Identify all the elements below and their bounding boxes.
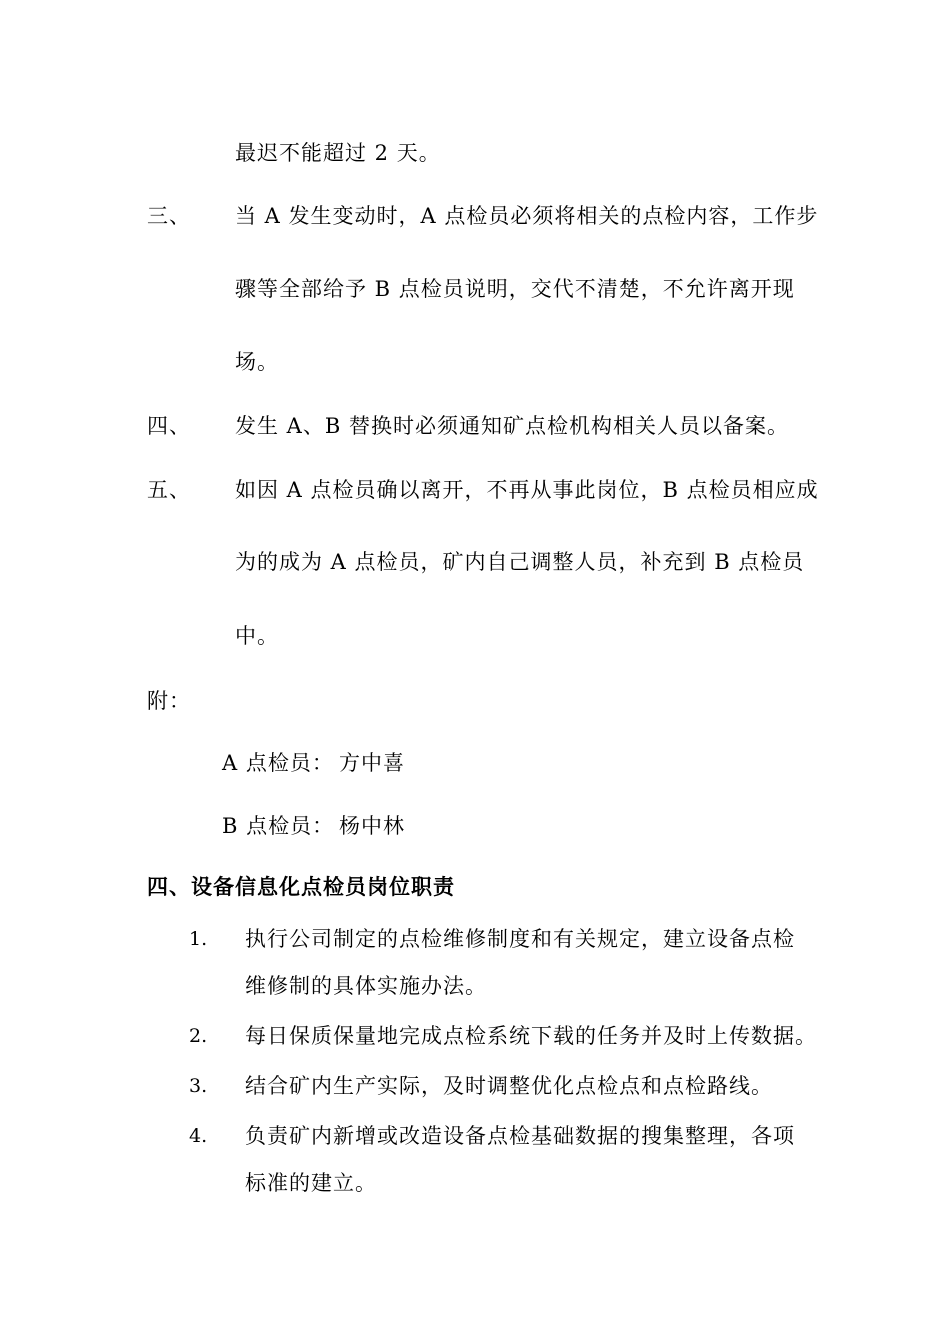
duty-3-line-1: 结合矿内生产实际，及时调整优化点检点和点检路线。 xyxy=(245,1074,773,1098)
appendix-label: 附： xyxy=(147,689,191,713)
rule-5-line-3: 中。 xyxy=(235,624,279,648)
rule-5-line-2: 为的成为 A 点检员，矿内自己调整人员，补充到 B 点检员 xyxy=(235,550,805,574)
rule-4-line-1: 发生 A、B 替换时必须通知矿点检机构相关人员以备案。 xyxy=(235,414,789,438)
duty-number-4: 4. xyxy=(189,1125,208,1147)
rule-5-line-1: 如因 A 点检员确以离开，不再从事此岗位，B 点检员相应成 xyxy=(235,478,819,502)
rule-marker-3: 三、 xyxy=(147,204,191,228)
duty-1-line-1: 执行公司制定的点检维修制度和有关规定，建立设备点检 xyxy=(245,927,795,951)
duty-1-line-2: 维修制的具体实施办法。 xyxy=(245,974,487,998)
duty-2-line-1: 每日保质保量地完成点检系统下载的任务并及时上传数据。 xyxy=(245,1024,817,1048)
duty-number-1: 1. xyxy=(189,928,208,950)
appendix-name-b: 杨中林 xyxy=(339,814,405,838)
continued-line: 最迟不能超过 2 天。 xyxy=(235,141,441,165)
duty-number-3: 3. xyxy=(189,1075,208,1097)
rule-marker-5: 五、 xyxy=(147,478,191,502)
rule-3-line-2: 骤等全部给予 B 点检员说明，交代不清楚，不允许离开现 xyxy=(235,277,795,301)
rule-3-line-1: 当 A 发生变动时，A 点检员必须将相关的点检内容，工作步 xyxy=(235,204,819,228)
appendix-name-a: 方中喜 xyxy=(339,751,405,775)
section-heading: 四、设备信息化点检员岗位职责 xyxy=(147,875,455,899)
appendix-role-a: A 点检员： xyxy=(222,751,334,775)
duty-4-line-1: 负责矿内新增或改造设备点检基础数据的搜集整理，各项 xyxy=(245,1124,795,1148)
duty-4-line-2: 标准的建立。 xyxy=(245,1171,377,1195)
rule-marker-4: 四、 xyxy=(147,414,191,438)
appendix-role-b: B 点检员： xyxy=(222,814,335,838)
rule-3-line-3: 场。 xyxy=(235,350,279,374)
duty-number-2: 2. xyxy=(189,1025,208,1047)
